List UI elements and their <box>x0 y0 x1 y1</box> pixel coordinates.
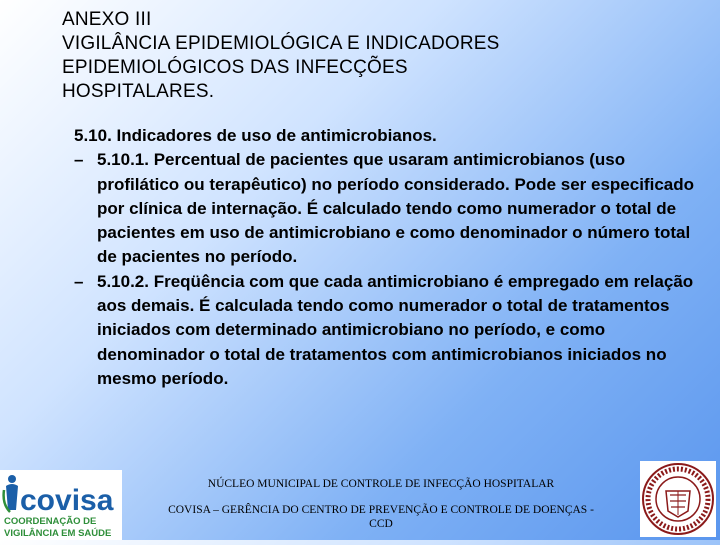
covisa-logo-icon <box>0 470 122 540</box>
seal-emblem-icon <box>640 461 716 537</box>
bullet-item <box>74 148 704 269</box>
footer-org-name: NÚCLEO MUNICIPAL DE CONTROLE DE INFECÇÃO HOSPITALAR <box>207 478 555 490</box>
bullet-text: 5.10.2. Freqüência com que cada antimicrobiano é empregado em relação aos demais. É calculada tendo como numerador o total de tratamentos iniciados com determinado antimicrobiano no período, e como denominador o total de tratamentos com antimicrobianos iniciados no mesmo período. <box>97 271 694 388</box>
section-heading: 5.10. Indicadores de uso de antimicrobianos. <box>74 126 437 145</box>
slide-title: ANEXO III VIGILÂNCIA EPIDEMIOLÓGICA E INDICADORES EPIDEMIOLÓGICOS DAS INFECÇÕES HOSPITALARES. <box>62 9 500 102</box>
bullet-item <box>74 270 704 391</box>
bullet-marker: – <box>74 271 84 291</box>
bullet-marker: – <box>74 150 84 170</box>
logo-line1: COORDENAÇÃO DE <box>4 516 97 527</box>
logo-line2: VIGILÂNCIA EM SAÚDE <box>4 528 112 539</box>
covisa-logo <box>0 470 122 540</box>
bullet-text: 5.10.1. Percentual de pacientes que usaram antimicrobianos (uso profilático ou terapêutico) no período considerado. Pode ser especificado por clínica de internação. É calculado tendo como numerador o total de pacientes em uso de antimicrobiano e como denominador o número total de pacientes no período. <box>97 150 694 267</box>
footer-department: COVISA – GERÊNCIA DO CENTRO DE PREVENÇÃO E CONTROLE DE DOENÇAS - CCD <box>168 504 594 530</box>
slide-content <box>74 124 704 391</box>
svg-text:covisa: covisa <box>20 484 114 517</box>
